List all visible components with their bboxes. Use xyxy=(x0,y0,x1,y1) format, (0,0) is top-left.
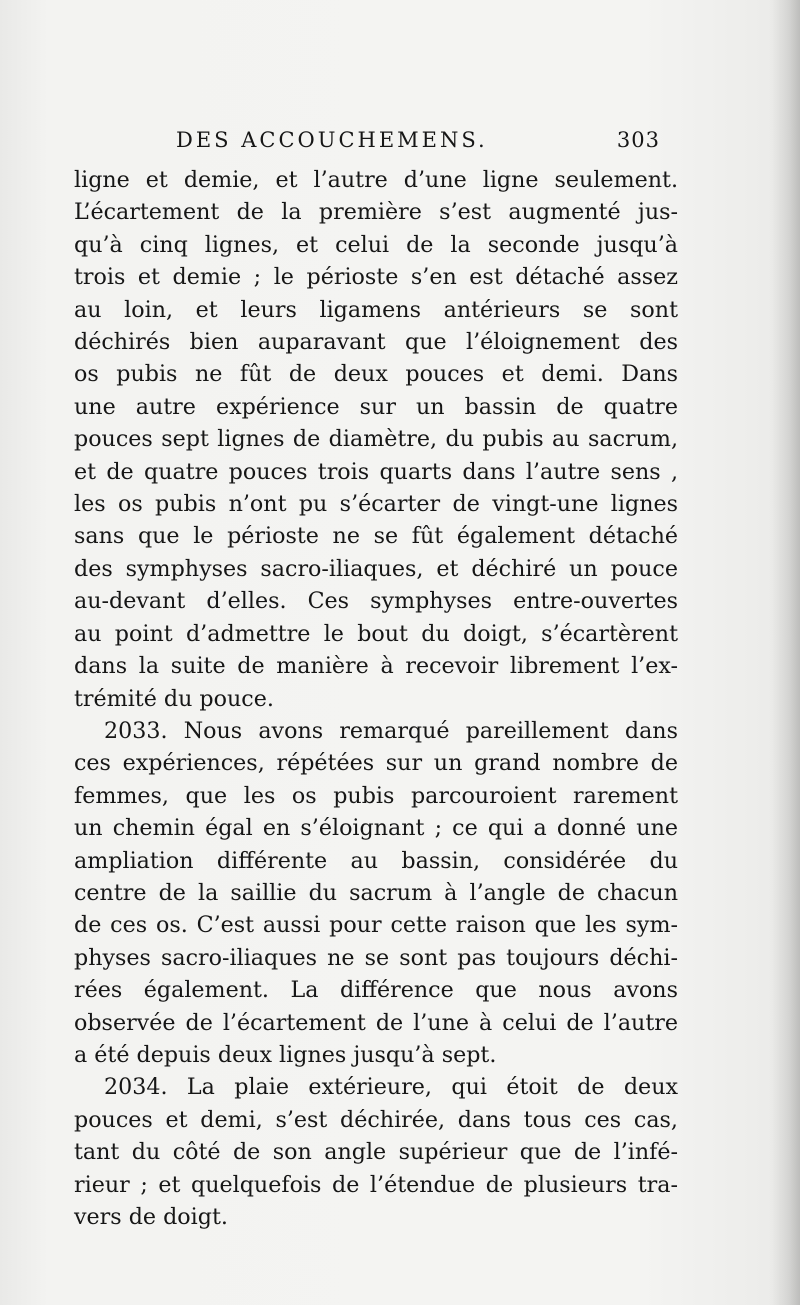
text-line: trémité du pouce. xyxy=(74,685,274,712)
text-line: vers de doigt. xyxy=(74,1204,228,1230)
text-line: femmes, que les os pubis parcouroient rarement xyxy=(74,782,678,809)
text-line: rées également. La différence que nous avons xyxy=(74,977,678,1004)
text-line: 2033. Nous avons remarqué pareillement dans xyxy=(104,717,678,744)
text-line: L’écartement de la première s’est augmenté jus- xyxy=(74,199,678,226)
text-line: déchirés bien auparavant que l’éloignement des xyxy=(74,329,678,356)
text-line: rieur ; et quelquefois de l’étendue de plusieurs tra- xyxy=(74,1171,678,1198)
text-line: ces expériences, répétées sur un grand nombre de xyxy=(74,750,678,777)
text-line: centre de la saillie du sacrum à l’angle de chacun xyxy=(74,879,678,906)
text-line: a été depuis deux lignes jusqu’à sept. xyxy=(74,1041,497,1068)
text-line: physes sacro-iliaques ne se sont pas toujours déchi- xyxy=(74,944,678,971)
text-line: os pubis ne fût de deux pouces et demi. Dans xyxy=(74,361,678,388)
page-number: 303 xyxy=(616,128,660,152)
text-line: des symphyses sacro-iliaques, et déchiré un pouce xyxy=(74,555,678,582)
text-line: tant du côté de son angle supérieur que de l’infé- xyxy=(74,1139,678,1166)
text-line: une autre expérience sur un bassin de quatre xyxy=(74,393,678,420)
text-line: au loin, et leurs ligamens antérieurs se sont xyxy=(74,296,678,323)
text-line: pouces et demi, s’est déchirée, dans tous ces cas, xyxy=(74,1106,678,1133)
running-title: DES ACCOUCHEMENS. xyxy=(176,128,488,152)
page-edge-shadow xyxy=(772,0,800,1305)
text-line: qu’à cinq lignes, et celui de la seconde jusqu’à xyxy=(74,231,678,258)
text-line: observée de l’écartement de l’une à celui de l’autre xyxy=(74,1009,678,1036)
text-line: trois et demie ; le périoste s’en est détaché assez xyxy=(74,264,678,291)
text-line: ligne et demie, et l’autre d’une ligne seulement. xyxy=(74,167,678,193)
text-line: un chemin égal en s’éloignant ; ce qui a donné une xyxy=(74,815,678,842)
text-line: au-devant d’elles. Ces symphyses entre-ouvertes xyxy=(74,588,678,615)
text-line: au point d’admettre le bout du doigt, s’écartèrent xyxy=(74,620,678,647)
text-line: de ces os. C’est aussi pour cette raison que les sym- xyxy=(74,912,678,939)
text-line: 2034. La plaie extérieure, qui étoit de deux xyxy=(104,1074,678,1101)
text-line: les os pubis n’ont pu s’écarter de vingt-une lignes xyxy=(74,491,678,518)
text-line: sans que le périoste ne se fût également détaché xyxy=(74,523,678,550)
text-line: pouces sept lignes de diamètre, du pubis au sacrum, xyxy=(74,426,678,453)
text-line: ampliation différente au bassin, considérée du xyxy=(74,847,678,874)
text-line: et de quatre pouces trois quarts dans l’autre sens , xyxy=(74,458,678,485)
body-text xyxy=(74,164,678,1233)
text-line: dans la suite de manière à recevoir librement l’ex- xyxy=(74,653,678,680)
